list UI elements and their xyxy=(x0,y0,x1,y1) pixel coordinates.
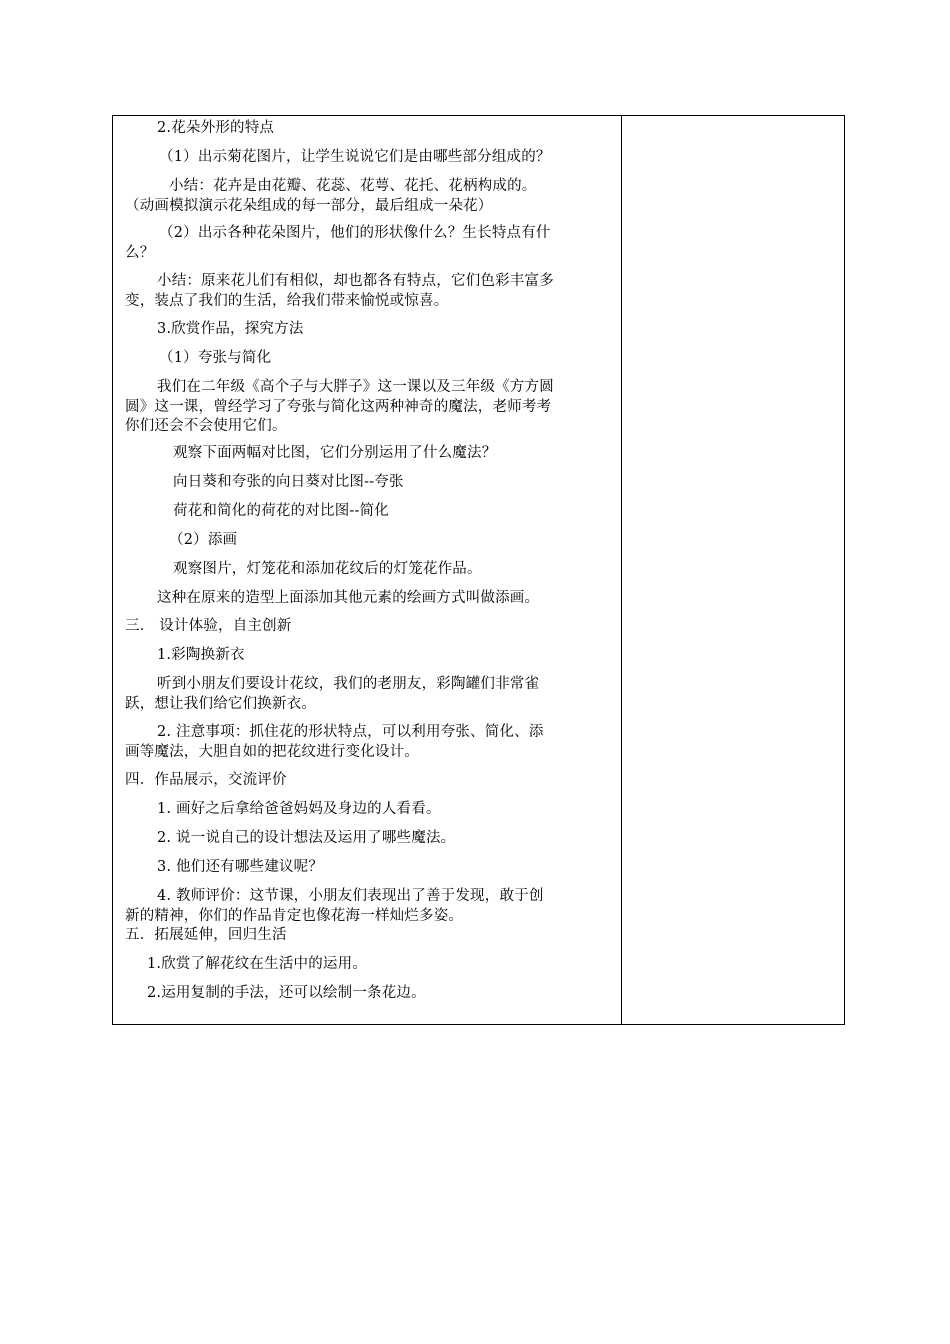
text-line: 向日葵和夸张的向日葵对比图--夸张 xyxy=(173,474,404,490)
text-line: 圆》这一课，曾经学习了夸张与简化这两种神奇的魔法，老师考考 xyxy=(125,399,552,415)
list-item: 2.运用复制的手法，还可以绘制一条花边。 xyxy=(147,985,426,1001)
section-heading: 三． 设计体验，自主创新 xyxy=(125,618,292,634)
text-line: 小结：原来花儿们有相似，却也都各有特点，它们色彩丰富多 xyxy=(157,273,554,289)
text-line: 听到小朋友们要设计花纹，我们的老朋友，彩陶罐们非常雀 xyxy=(157,676,540,692)
text-line: 你们还会不会使用它们。 xyxy=(125,418,287,434)
text-line: 画等魔法，大胆自如的把花纹进行变化设计。 xyxy=(125,744,419,760)
text-line: （2）添画 xyxy=(169,532,238,548)
list-item: 3. 他们还有哪些建议呢？ xyxy=(157,859,324,875)
text-line: 2.花朵外形的特点 xyxy=(157,120,275,136)
notes-cell xyxy=(622,116,844,1024)
text-line: 跃，想让我们给它们换新衣。 xyxy=(125,696,317,712)
section-heading: 五．拓展延伸，回归生活 xyxy=(125,927,287,943)
text-line: 这种在原来的造型上面添加其他元素的绘画方式叫做添画。 xyxy=(157,590,540,606)
list-item: 4. 教师评价：这节课，小朋友们表现出了善于发现，敢于创 xyxy=(157,888,544,904)
text-line: 我们在二年级《高个子与大胖子》这一课以及三年级《方方圆 xyxy=(157,379,554,395)
lesson-table xyxy=(112,115,845,1025)
text-line: （1）夸张与简化 xyxy=(159,350,272,366)
text-line: 变，装点了我们的生活，给我们带来愉悦或惊喜。 xyxy=(125,293,449,309)
text-line: 小结：花卉是由花瓣、花蕊、花萼、花托、花柄构成的。 xyxy=(169,178,537,194)
text-line: （2）出示各种花朵图片，他们的形状像什么？生长特点有什 xyxy=(159,225,551,241)
text-line: （动画模拟演示花朵组成的每一部分，最后组成一朵花） xyxy=(125,198,493,214)
text-line: （1）出示菊花图片，让学生说说它们是由哪些部分组成的？ xyxy=(159,149,551,165)
text-line: 么？ xyxy=(125,245,155,261)
text-line: 荷花和简化的荷花的对比图--简化 xyxy=(173,503,389,519)
text-line: 新的精神，你们的作品肯定也像花海一样灿烂多姿。 xyxy=(125,908,464,924)
lesson-content-cell xyxy=(113,116,621,1024)
text-line: 观察下面两幅对比图，它们分别运用了什么魔法？ xyxy=(173,445,497,461)
text-line: 2. 注意事项：抓住花的形状特点，可以利用夸张、简化、添 xyxy=(157,724,544,740)
text-line: 观察图片，灯笼花和添加花纹后的灯笼花作品。 xyxy=(173,561,482,577)
text-line: 1.彩陶换新衣 xyxy=(157,647,245,663)
list-item: 1.欣赏了解花纹在生活中的运用。 xyxy=(147,956,368,972)
section-heading: 3.欣赏作品，探究方法 xyxy=(157,321,304,337)
section-heading: 四．作品展示，交流评价 xyxy=(125,772,287,788)
list-item: 1. 画好之后拿给爸爸妈妈及身边的人看看。 xyxy=(157,801,441,817)
list-item: 2. 说一说自己的设计想法及运用了哪些魔法。 xyxy=(157,830,456,846)
